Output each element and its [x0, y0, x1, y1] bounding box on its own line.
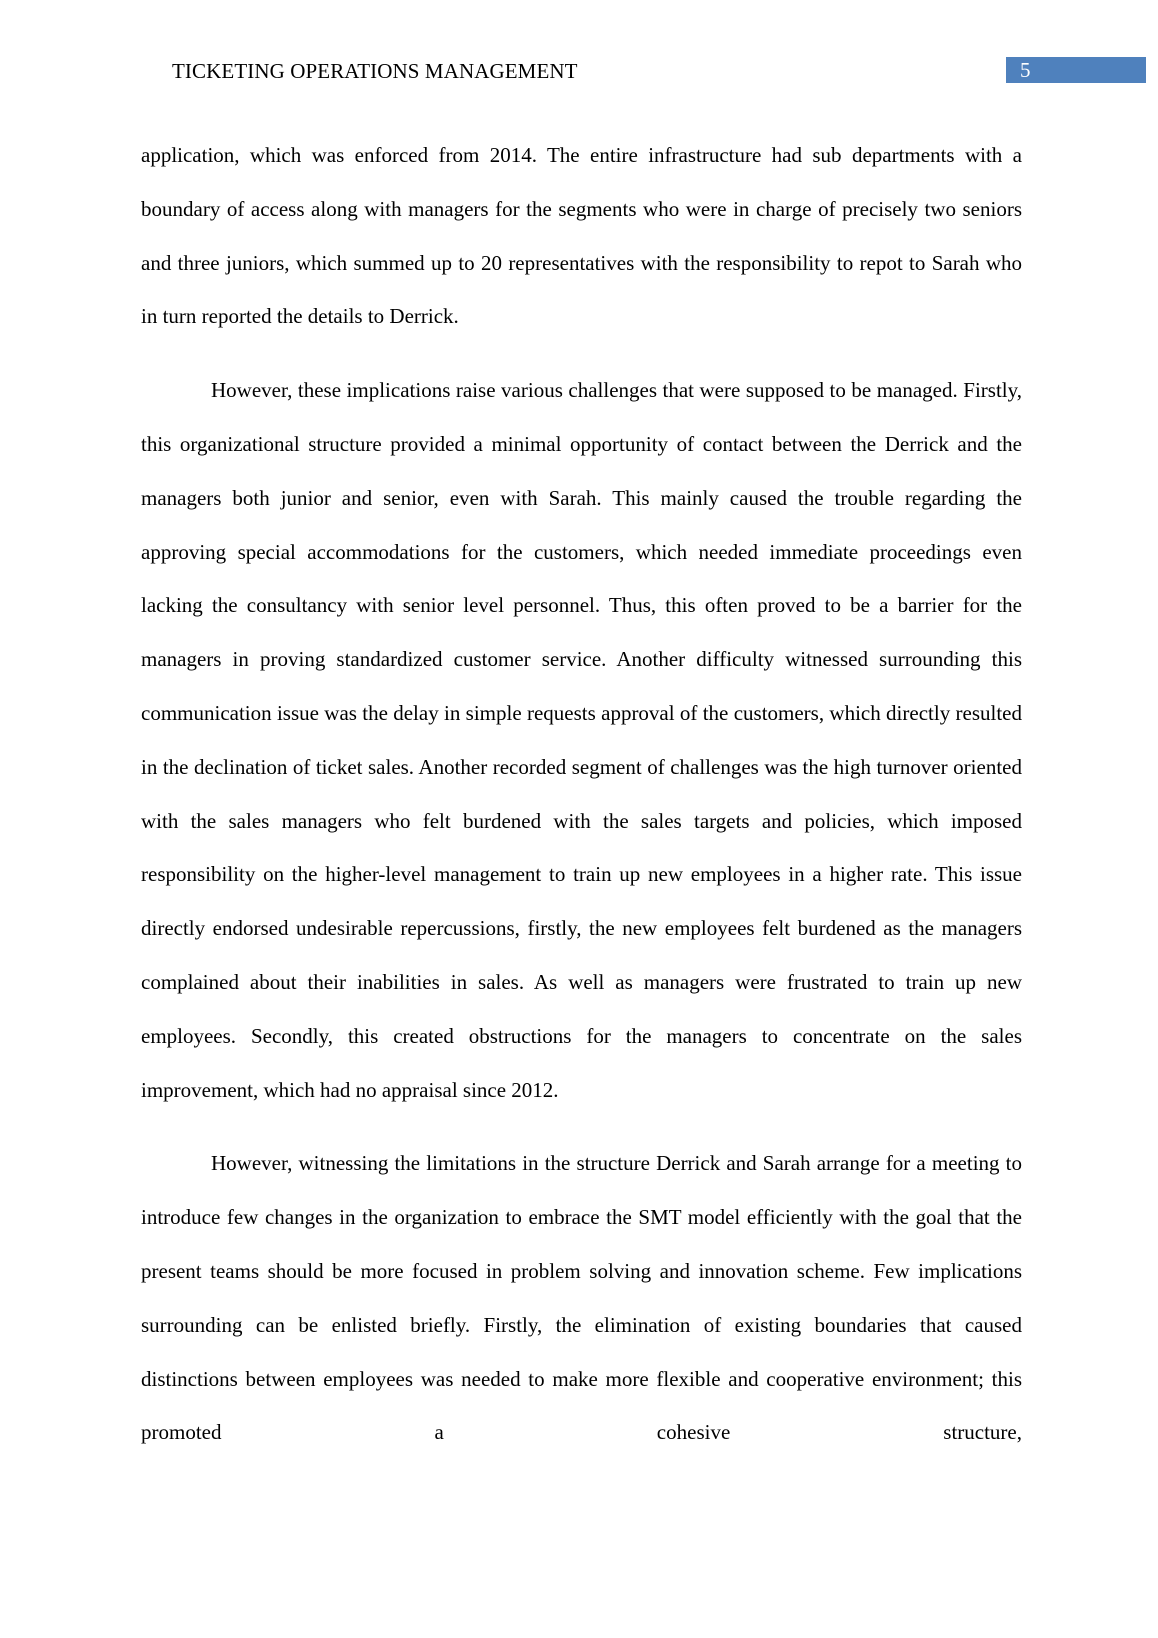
running-head: TICKETING OPERATIONS MANAGEMENT — [172, 59, 578, 83]
page-number-box — [1006, 57, 1146, 83]
paragraph-challenges: However, these implications raise various challenges that were supposed to be managed. Firstly, this organizational structure provided a minimal opportunity of contact between the Derrick and the managers both junior and senior, even with Sarah. This mainly caused the trouble regarding the approving special accommodations for the customers, which needed immediate proceedings even lacking the consultancy with senior level personnel. Thus, this often proved to be a barrier for the managers in proving standardized customer service. Another difficulty witnessed surrounding this communication issue was the delay in simple requests approval of the customers, which directly resulted in the declination of ticket sales. Another recorded segment of challenges was the high turnover oriented with the sales managers who felt burdened with the sales targets and policies, which imposed responsibility on the higher-level management to train up new employees in a higher rate. This issue directly endorsed undesirable repercussions, firstly, the new employees felt burdened as the managers complained about their inabilities in sales. As well as managers were frustrated to train up new employees. Secondly, this created obstructions for the managers to concentrate on the sales improvement, which had no appraisal since 2012. — [141, 378, 1022, 1102]
paragraph-changes: However, witnessing the limitations in the structure Derrick and Sarah arrange for a meeting to introduce few changes in the organization to embrace the SMT model efficiently with the goal that the present teams should be more focused in problem solving and innovation scheme. Few implications surrounding can be enlisted briefly. Firstly, the elimination of existing boundaries that caused distinctions between employees was needed to make more flexible and cooperative environment; this promoted a cohesive structure, — [141, 1151, 1022, 1445]
page-number: 5 — [1020, 58, 1031, 82]
body-text — [141, 129, 1022, 1460]
paragraph-continued: application, which was enforced from 2014. The entire infrastructure had sub departments with a boundary of access along with managers for the segments who were in charge of precisely two seniors and three juniors, which summed up to 20 representatives with the responsibility to repot to Sarah who in turn reported the details to Derrick. — [141, 143, 1022, 329]
